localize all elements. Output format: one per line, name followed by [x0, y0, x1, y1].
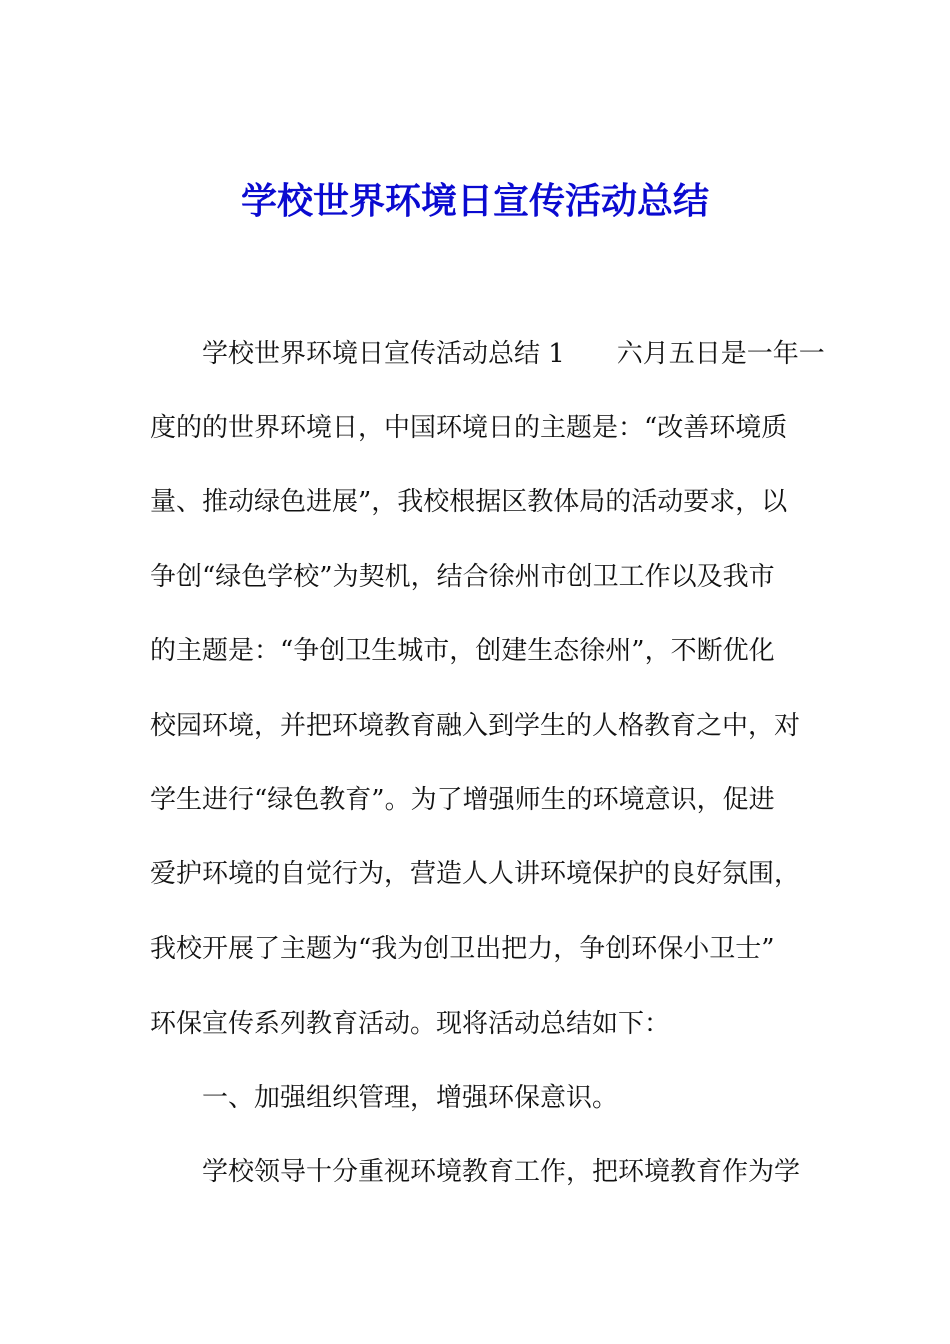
document-title: 学校世界环境日宣传活动总结: [240, 181, 709, 222]
section-heading: 一、加强组织管理，增强环保意识。: [202, 1083, 619, 1113]
paragraph-line: 我校开展了主题为“我为创卫出把力，争创环保小卫士”: [150, 934, 775, 964]
paragraph-line: 争创“绿色学校”为契机，结合徐州市创卫工作以及我市: [150, 562, 775, 592]
paragraph-line: 学生进行“绿色教育”。为了增强师生的环境意识，促进: [150, 785, 775, 815]
paragraph-line: 的主题是：“争创卫生城市，创建生态徐州”，不断优化: [150, 636, 775, 666]
paragraph-line: 量、推动绿色进展”，我校根据区教体局的活动要求，以: [150, 487, 788, 517]
paragraph-line: 学校领导十分重视环境教育工作，把环境教育作为学: [202, 1157, 801, 1187]
paragraph-line: 度的的世界环境日，中国环境日的主题是：“改善环境质: [150, 413, 788, 443]
paragraph-line: 爱护环境的自觉行为，营造人人讲环境保护的良好氛围，: [150, 859, 801, 889]
paragraph-line: 校园环境，并把环境教育融入到学生的人格教育之中，对: [150, 711, 801, 741]
paragraph-line: 学校世界环境日宣传活动总结 1 六月五日是一年一: [202, 339, 825, 369]
paragraph-line: 环保宣传系列教育活动。现将活动总结如下：: [150, 1009, 671, 1039]
